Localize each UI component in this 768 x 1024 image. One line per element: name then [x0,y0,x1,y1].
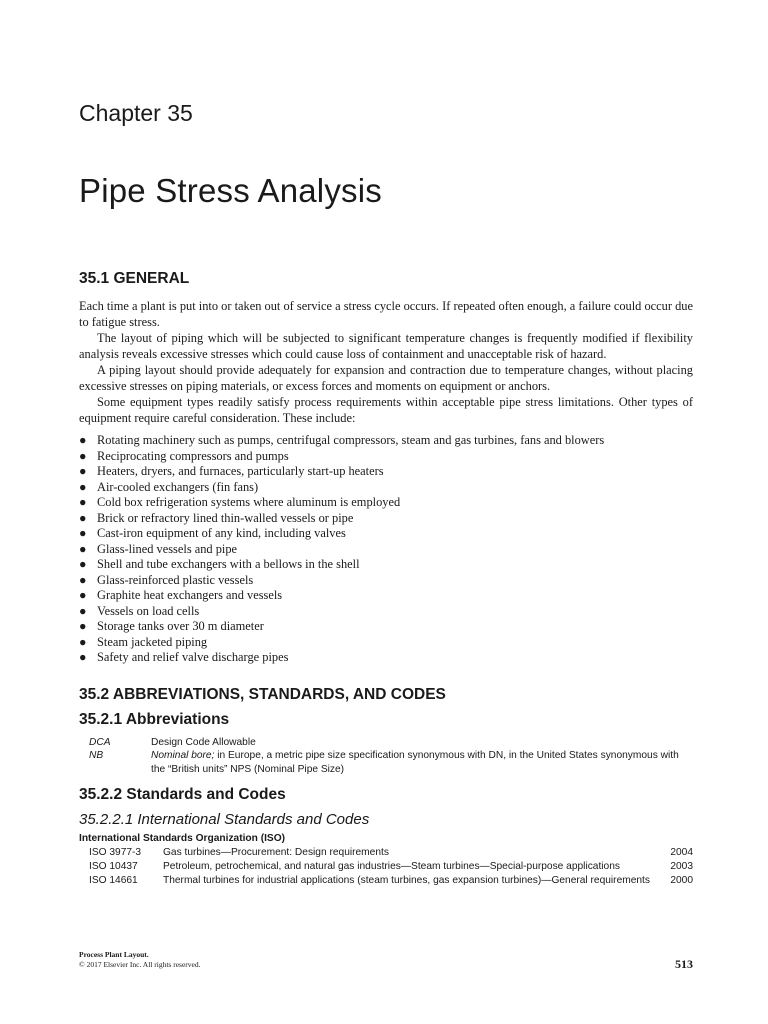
standard-title: Gas turbines—Procurement: Design requirements [163,847,389,858]
list-item: ● Graphite heat exchangers and vessels [79,588,283,602]
bullet-icon: ● [79,541,87,556]
list-item: ● Cold box refrigeration systems where aluminum is employed [79,495,401,509]
table-row [79,874,693,888]
section-heading-abbreviations-standards-codes: 35.2 ABBREVIATIONS, STANDARDS, AND CODES [79,685,446,703]
abbreviation-key: NB [89,750,104,761]
standard-year: 2003 [670,861,693,872]
list-item: ● Rotating machinery such as pumps, centrifugal compressors, steam and gas turbines, fans and blowers [79,433,605,447]
standard-year: 2000 [670,875,693,886]
bullet-icon: ● [79,588,87,602]
footer-book-title: Process Plant Layout. [79,950,149,959]
abbreviation-definition: Nominal bore; in Europe, a metric pipe size specification synonymous with DN, in the United States synonymous with the “British units” NPS (Nominal Pipe Size) [151,750,679,775]
list-item: ● Vessels on load cells [79,603,200,618]
bullet-icon: ● [79,572,87,587]
table-row [79,860,693,874]
list-item: ● Steam jacketed piping [79,634,208,649]
subsubsection-heading-international: 35.2.2.1 International Standards and Codes [79,811,370,828]
bullet-icon: ● [79,526,87,540]
list-item: ● Heaters, dryers, and furnaces, particularly start-up heaters [79,464,384,478]
paragraph-4: Some equipment types readily satisfy process requirements within acceptable pipe stress limitations. Other types of equipment require careful consideration. These include: [79,395,693,425]
chapter-title: Pipe Stress Analysis [79,172,382,209]
bullet-icon: ● [79,495,87,509]
organization-heading: International Standards Organization (ISO) [79,833,286,844]
abbreviation-list [79,736,693,777]
list-item: ● Cast-iron equipment of any kind, including valves [79,526,346,540]
bullet-icon: ● [79,557,87,571]
standard-code: ISO 3977-3 [89,847,142,858]
page-content [79,270,693,888]
abbreviation-definition: Design Code Allowable [151,736,256,748]
standards-table [79,846,693,888]
abbreviation-key: DCA [89,736,111,748]
bullet-icon: ● [79,650,87,664]
footer-copyright: © 2017 Elsevier Inc. All rights reserved. [79,960,201,969]
bullet-icon: ● [79,603,87,618]
standard-code: ISO 10437 [89,861,138,872]
footer-credits [79,950,201,970]
list-item: ● Safety and relief valve discharge pipes [79,650,289,664]
subsection-heading-abbreviations: 35.2.1 Abbreviations [79,710,230,728]
list-item: ● Shell and tube exchangers with a bellows in the shell [79,557,360,571]
section-heading-general: 35.1 GENERAL [79,270,190,287]
abbreviation-row [79,736,693,750]
paragraph-2: The layout of piping which will be subjected to significant temperature changes is frequently modified if flexibility analysis reveals excessive stresses which could cause loss of containment and unacceptable risk of hazard. [79,331,693,361]
table-row [79,846,693,860]
bullet-icon: ● [79,464,87,478]
list-item: ● Brick or refractory lined thin-walled vessels or pipe [79,510,354,525]
bullet-icon: ● [79,479,87,494]
list-item: ● Reciprocating compressors and pumps [79,448,289,463]
paragraph-3: A piping layout should provide adequately for expansion and contraction due to temperature changes, without placing excessive stresses on piping materials, or excess forces and moments on equipment or anchors. [79,363,693,393]
bullet-icon: ● [79,448,87,463]
list-item: ● Glass-reinforced plastic vessels [79,572,254,587]
list-item: ● Storage tanks over 30 m diameter [79,619,264,633]
bullet-icon: ● [79,433,87,447]
list-item: ● Air-cooled exchangers (fin fans) [79,479,259,494]
standard-title: Petroleum, petrochemical, and natural gas industries—Steam turbines—Special-purpose applications [163,861,620,872]
standard-code: ISO 14661 [89,875,138,886]
bullet-icon: ● [79,619,87,633]
chapter-label: Chapter 35 [79,100,193,126]
page-number: 513 [675,957,693,971]
bullet-icon: ● [79,634,87,649]
list-item: ● Glass-lined vessels and pipe [79,541,238,556]
abbreviation-row [79,749,693,776]
paragraph-1: Each time a plant is put into or taken out of service a stress cycle occurs. If repeated often enough, a failure could occur due to fatigue stress. [79,299,693,329]
standard-year: 2004 [670,847,693,858]
bullet-icon: ● [79,510,87,525]
standard-title: Thermal turbines for industrial applications (steam turbines, gas expansion turbines)—General requirements [163,875,650,886]
equipment-bullet-list [79,433,693,666]
subsection-heading-standards-and-codes: 35.2.2 Standards and Codes [79,786,286,803]
